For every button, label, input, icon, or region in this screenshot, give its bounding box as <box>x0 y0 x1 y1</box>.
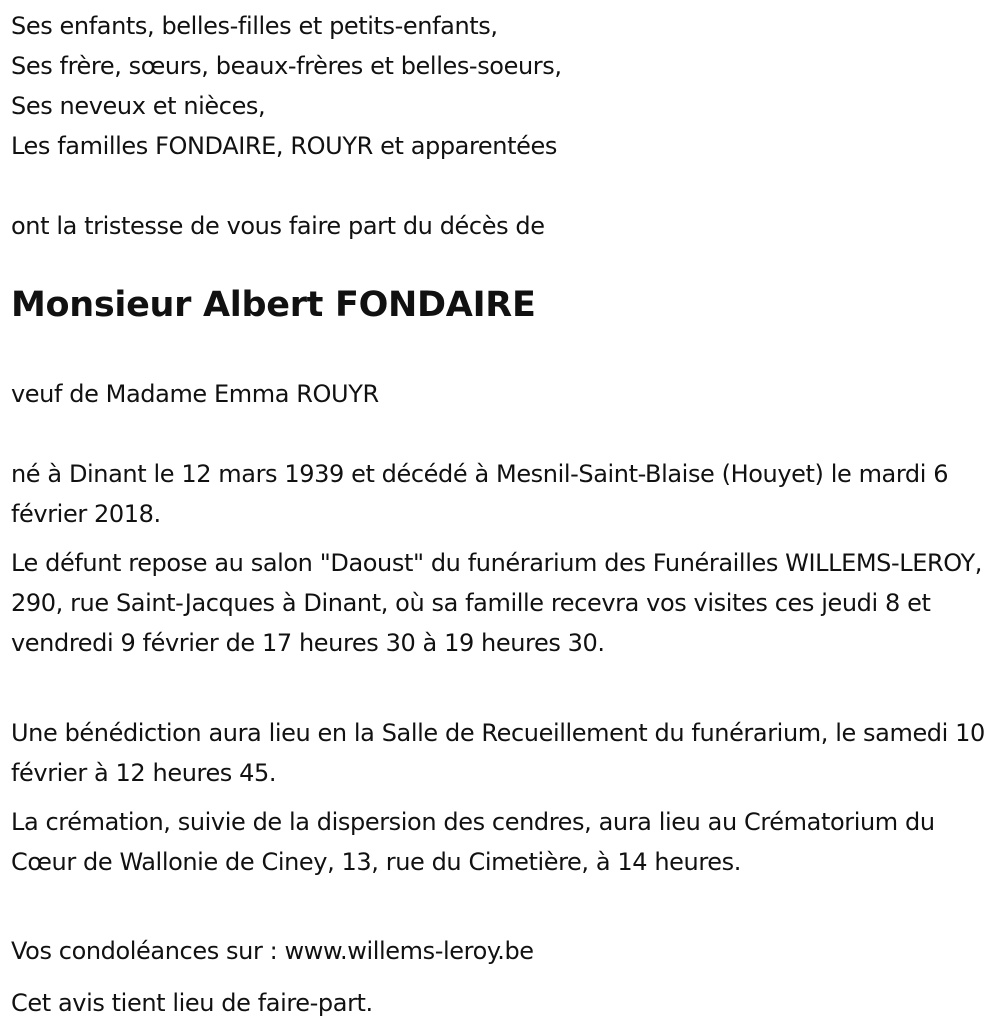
family-line-nephews: Ses neveux et nièces, <box>11 92 266 120</box>
family-line-children: Ses enfants, belles-filles et petits-enfants, <box>11 12 498 40</box>
deceased-name-heading: Monsieur Albert FONDAIRE <box>11 285 536 325</box>
announcement-text: ont la tristesse de vous faire part du décès de <box>11 212 545 240</box>
birth-death-paragraph: né à Dinant le 12 mars 1939 et décédé à Mesnil-Saint-Blaise (Houyet) le mardi 6 février 2018. <box>11 460 949 528</box>
family-line-siblings: Ses frère, sœurs, beaux-frères et belles-soeurs, <box>11 52 562 80</box>
cremation-paragraph: La crémation, suivie de la dispersion des cendres, aura lieu au Crématorium du Cœur de Wallonie de Ciney, 13, rue du Cimetière, à 14 heures. <box>11 808 935 876</box>
widower-of-text: veuf de Madame Emma ROUYR <box>11 380 379 408</box>
condolences-paragraph: Vos condoléances sur : www.willems-leroy.be <box>11 937 534 965</box>
blessing-paragraph: Une bénédiction aura lieu en la Salle de Recueillement du funérarium, le samedi 10 février à 12 heures 45. <box>11 719 985 787</box>
notice-footer-paragraph: Cet avis tient lieu de faire-part. <box>11 989 373 1017</box>
family-line-families: Les familles FONDAIRE, ROUYR et apparentées <box>11 132 557 160</box>
visitation-paragraph: Le défunt repose au salon "Daoust" du funérarium des Funérailles WILLEMS-LEROY, 290, rue Saint-Jacques à Dinant, où sa famille recevra vos visites ces jeudi 8 et vendredi 9 février de 17 heures 30 à 19 heures 30. <box>11 549 982 657</box>
